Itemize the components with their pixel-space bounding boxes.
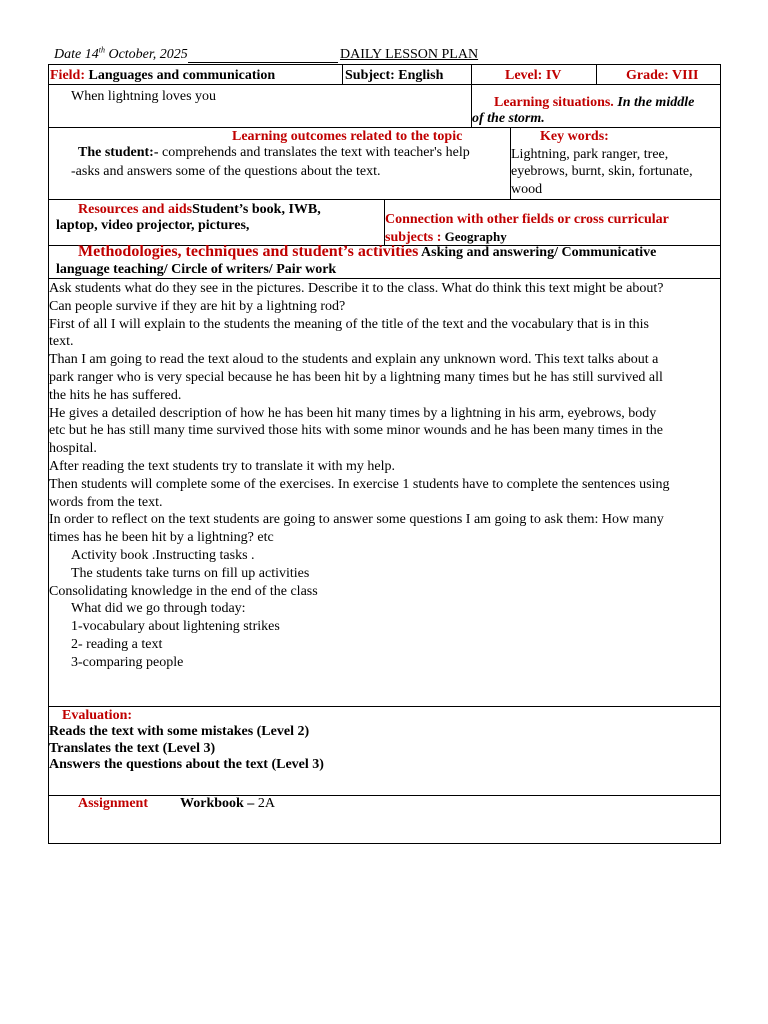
- document-title: DAILY LESSON PLAN: [340, 47, 479, 62]
- learning-situations-cont: of the storm.: [472, 111, 545, 126]
- lesson-topic: When lightning loves you: [71, 89, 217, 104]
- key-words-label: Key words:: [540, 129, 609, 144]
- evaluation-label: Evaluation:: [62, 708, 133, 723]
- lesson-date: Date 14th October, 2025: [54, 45, 188, 62]
- body-line: the hits he has suffered.: [49, 387, 182, 403]
- assignment-value: Workbook – 2A: [180, 796, 275, 811]
- assignment-label: Assignment: [78, 796, 149, 811]
- resources-cell: Resources and aidsStudent’s book, IWB,: [78, 202, 321, 217]
- body-line: Then students will complete some of the exercises. In exercise 1 students have to complete the sentences using: [49, 476, 670, 492]
- body-line: First of all I will explain to the students the meaning of the title of the text and the vocabulary that is in this: [49, 316, 649, 332]
- body-line: 1-vocabulary about lightening strikes: [71, 619, 280, 635]
- body-line: 2- reading a text: [71, 636, 163, 652]
- evaluation-item: Translates the text (Level 3): [49, 741, 216, 756]
- body-line: Consolidating knowledge in the end of the class: [49, 583, 318, 599]
- lesson-body: [49, 280, 719, 672]
- body-line: He gives a detailed description of how he has been hit many times by a lightning in his arm, eyebrows, body: [49, 405, 657, 421]
- grade-cell: Grade: VIII: [626, 68, 699, 83]
- body-line: After reading the text students try to translate it with my help.: [49, 458, 396, 474]
- key-words-line: wood: [511, 182, 543, 197]
- body-line: text.: [49, 334, 74, 350]
- body-line: Can people survive if they are hit by a lightning rod?: [49, 298, 346, 314]
- learning-outcomes-label: Learning outcomes related to the topic: [232, 129, 463, 144]
- body-line: In order to reflect on the text students are going to answer some questions I am going to ask them: How many: [49, 512, 664, 528]
- connection-subjects: subjects : Geography: [385, 229, 507, 245]
- resources-cell-cont: laptop, video projector, pictures,: [56, 218, 250, 233]
- level-cell: Level: IV: [505, 68, 562, 83]
- body-line: words from the text.: [49, 494, 163, 510]
- evaluation-item: Reads the text with some mistakes (Level 2): [49, 724, 310, 739]
- date-underline: [188, 62, 338, 63]
- outcome-1: The student:- comprehends and translates the text with teacher's help: [78, 145, 470, 160]
- learning-situations: Learning situations. In the middle: [494, 95, 695, 110]
- body-line: park ranger who is very special because he has been hit by a lightning many times but he has still survived all: [49, 369, 663, 385]
- body-line: The students take turns on fill up activities: [71, 565, 310, 581]
- body-line: What did we go through today:: [71, 601, 246, 617]
- body-line: Ask students what do they see in the pictures. Describe it to the class. What do think this text might be about?: [49, 281, 664, 296]
- body-line: Activity book .Instructing tasks .: [71, 547, 255, 563]
- key-words-line: Lightning, park ranger, tree,: [511, 147, 669, 162]
- evaluation-item: Answers the questions about the text (Level 3): [49, 757, 324, 772]
- connection-label: Connection with other fields or cross curricular: [385, 212, 669, 227]
- methodologies-cont: language teaching/ Circle of writers/ Pair work: [56, 262, 337, 277]
- key-words-line: eyebrows, burnt, skin, fortunate,: [511, 164, 693, 179]
- body-line: etc but he has still many time survived those hits with some minor wounds and he has been many times in the: [49, 423, 663, 439]
- body-line: Than I am going to read the text aloud to the students and explain any unknown word. This text talks about a: [49, 352, 659, 368]
- outcome-2: -asks and answers some of the questions about the text.: [71, 164, 381, 179]
- field-cell: Field: Languages and communication: [50, 68, 276, 83]
- methodologies-heading: Methodologies, techniques and student’s activities Asking and answering/ Communicative: [78, 243, 657, 260]
- body-line: hospital.: [49, 441, 97, 457]
- body-line: times has he been hit by a lightning? etc: [49, 530, 274, 546]
- subject-cell: Subject: English: [345, 68, 444, 83]
- body-line: 3-comparing people: [71, 654, 184, 670]
